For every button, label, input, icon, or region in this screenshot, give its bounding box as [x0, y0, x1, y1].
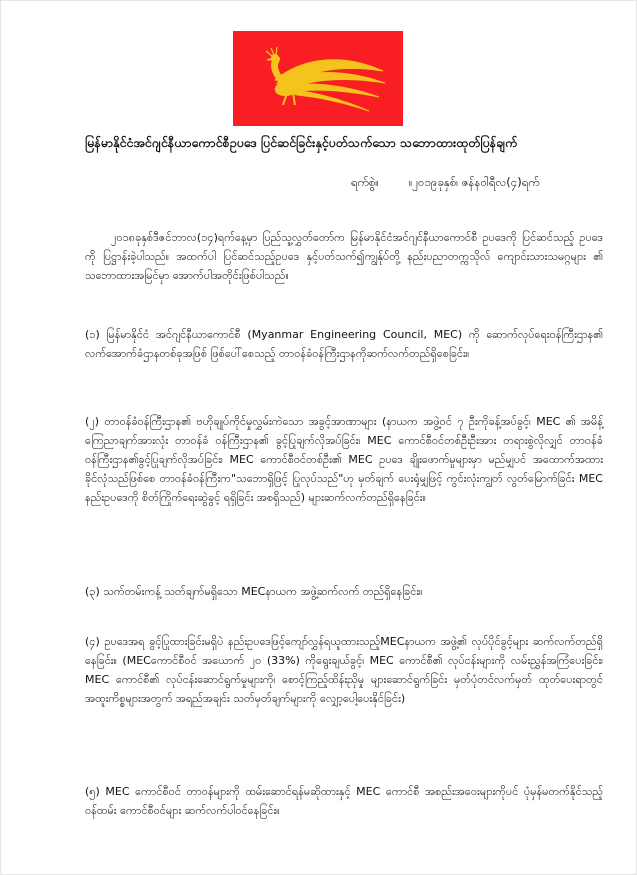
- statement-reference: [351, 175, 540, 190]
- point-4-paragraph: (၄) ဥပဒေအရ ခွင့်ပြုထားခြင်းမရှိပဲ နည်းဥပဒေဖြင့်ကျော်လွှန်ရယူထားသည့်MECနာယက အဖွဲ့၏ လုပ်ပိုင်ခွင့်များ ဆက်လက်တည်ရှိနေခြင်း။ (MECကောင်စီဝင် အယောက် ၂၀ (33%) ကိုရွေးချယ်ခွင့်၊ MEC ကောင်စီ၏ လုပ်ငန်းများကို လမ်းညွှန်အကြံပေးခြင်း၊ MEC ကောင်စီ၏ လုပ်ငန်းဆောင်ရွက်မှုများကို၊ စောင့်ကြည့်ထိန်းညှိမှု များဆောင်ရွက်ခြင်း မှတ်ပုံတင်လက်မှတ် ထုတ်ပေးရာတွင် အထူးကိစ္စများအတွက် အရည်အချင်း သတ်မှတ်ချက်များကို လျှော့ပေါ့ပေးနိုင်ခြင်း): [85, 635, 603, 705]
- point-3-paragraph: (၃) သက်တမ်းကန့် သတ်ချက်မရှိသော MECနာယက အဖွဲ့ဆက်လက် တည်ရှိနေခြင်း။: [85, 585, 423, 598]
- point-5-paragraph: (၅) MEC ကောင်စီဝင် တာဝန်များကို ထမ်းဆောင်ရန်မဆိုထားနှင့် MEC ကောင်စီ အစည်းအဝေးများကိုပင် ပုံမှန်မတက်နိုင်သည့်ဝန်ထမ်း ကောင်စီဝင်များ ဆက်လက်ပါဝင်နေခြင်း။: [85, 785, 603, 817]
- statement-date: ။၂၀၁၉ခုနှစ်၊ ဇန်နဝါရီလ(၄)ရက်: [408, 175, 540, 189]
- flag-peacock-icon: [233, 31, 403, 126]
- intro-paragraph: ၂၀၁၈ခုနှစ်ဒီဇင်ဘာလ(၁၄)ရက်နေ့မှာ ပြည်သူ့လွှတ်တော်က မြန်မာနိုင်ငံအင်ဂျင်နီယာကောင်စီ ဥပဒေကို ပြင်ဆင်သည့် ဥပဒေကို ပြဋ္ဌာန်းခဲ့ပါသည်။ အထက်ပါ ပြင်ဆင်သည့်ဥပဒေ နှင့်ပတ်သက်၍ကျွန်ုပ်တို့ နည်းပညာတက္ကသိုလ် ကျောင်းသားသမဂ္ဂများ ၏ သဘောထားအမြင်မှာ အောက်ပါအတိုင်းဖြစ်ပါသည်။: [85, 231, 603, 282]
- point-2-paragraph: (၂) တာဝန်ခံဝန်ကြီးဌာန၏ ဗဟိုချုပ်ကိုင်မှုလွှမ်းကဲသော အခွင့်အာဏာများ (နာယက အဖွဲ့ဝင် ၇ ဦးကိုခန့်အပ်ခွင့်၊ MEC ၏ အမိန့်ကြေညာချက်အားလုံး တာဝန်ခံ ဝန်ကြီးဌာန၏ ခွင့်ပြုချက်လိုအပ်ခြင်း၊ MEC ကောင်စီဝင်တစ်ဦးဦးအား တရားစွဲလိုလျှင် တာဝန်ခံဝန်ကြီးဌာန၏ခွင့်ပြုချက်လိုအပ်ခြင်း၊ MEC ကောင်စီဝင်တစ်ဦး၏ MEC ဥပဒေ ချိုးဖောက်မှုများမှာ မည်မျှပင် အထောက်အထားခိုင်လုံသည်ဖြစ်စေ တာဝန်ခံဝန်ကြီးက"သဘောရှိဖြင့် ပြုလုပ်သည်"ဟု မှတ်ချက် ပေးရုံမျှဖြင့် ကွင်းလုံးကျွတ် လွတ်မြောက်ခြင်း MEC နည်းဥပဒေကို စိတ်ကြိုက်ရေးဆွဲခွင့် ရရှိခြင်း အစရှိသည်) များဆက်လက်တည်ရှိနေခြင်း။: [85, 415, 603, 504]
- statement-title: မြန်မာနိုင်ငံအင်ဂျင်နီယာကောင်စီဥပဒေ ပြင်ဆင်ခြင်းနှင့်ပတ်သက်သော သဘောထားထုတ်ပြန်ချက်: [85, 135, 518, 150]
- point-1-paragraph: (၁) မြန်မာနိုင်ငံ အင်ဂျင်နီယာကောင်စီ (Myanmar Engineering Council, MEC) ကို ဆောက်လုပ်ရေးဝန်ကြီးဌာန၏ လက်အောက်ခံဌာနတစ်ခုအဖြစ် ဖြစ်ပေါ်စေသည့် တာဝန်ခံဝန်ကြီးဌာနကိုဆက်လက်တည်ရှိစေခြင်း။: [85, 328, 603, 360]
- reference-number: ရက်စွဲ။: [351, 175, 379, 189]
